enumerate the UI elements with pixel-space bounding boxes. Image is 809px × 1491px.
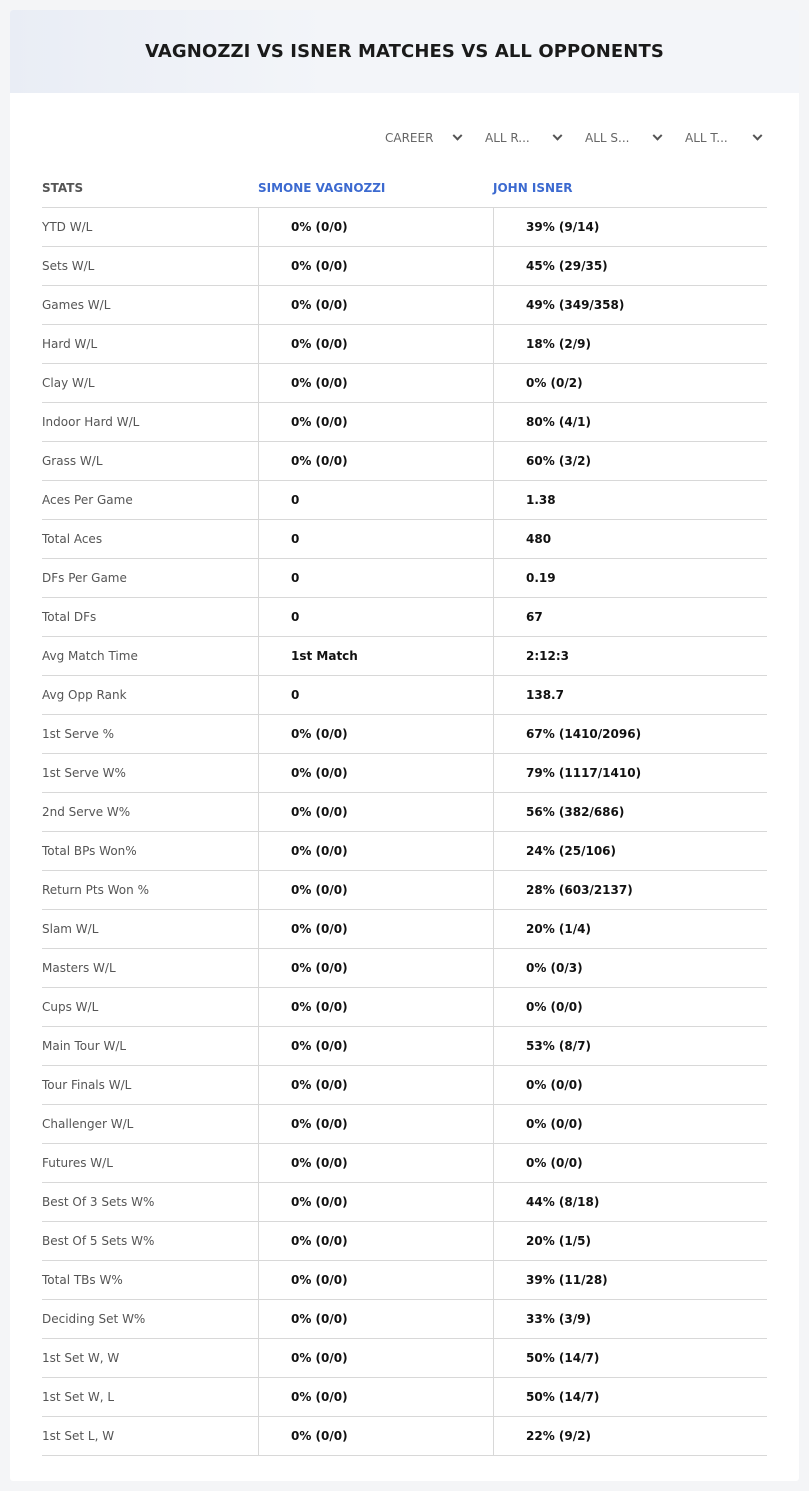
stat-label: Total DFs <box>42 610 97 624</box>
stat-label: Cups W/L <box>42 1000 99 1014</box>
table-row <box>42 286 767 325</box>
table-row <box>42 832 767 871</box>
page-title: VAGNOZZI VS ISNER MATCHES VS ALL OPPONENTS <box>145 41 664 62</box>
player2-value: 0% (0/0) <box>493 1066 767 1104</box>
filter-surfaces-select[interactable] <box>575 126 667 150</box>
player1-value: 0 <box>258 481 493 519</box>
player2-value: 53% (8/7) <box>493 1027 767 1065</box>
stat-label: Total Aces <box>42 532 103 546</box>
player2-value: 0% (0/0) <box>493 1105 767 1143</box>
table-body <box>42 208 767 1456</box>
player1-value: 0% (0/0) <box>258 1417 493 1455</box>
player2-value: 0% (0/0) <box>493 1144 767 1182</box>
table-row <box>42 1378 767 1417</box>
stat-label: Avg Match Time <box>42 649 138 663</box>
stat-label: Deciding Set W% <box>42 1312 146 1326</box>
table-row <box>42 1066 767 1105</box>
player1-value: 0% (0/0) <box>258 1105 493 1143</box>
table-row <box>42 442 767 481</box>
stat-label: 1st Serve W% <box>42 766 126 780</box>
table-row <box>42 988 767 1027</box>
stat-label: Best Of 5 Sets W% <box>42 1234 155 1248</box>
filter-surfaces-value: ALL S... <box>585 131 630 145</box>
stat-label: DFs Per Game <box>42 571 127 585</box>
player2-value: 79% (1117/1410) <box>493 754 767 792</box>
stat-label: Masters W/L <box>42 961 116 975</box>
player2-value: 480 <box>493 520 767 558</box>
table-row <box>42 1222 767 1261</box>
player2-value: 67% (1410/2096) <box>493 715 767 753</box>
table-row <box>42 1027 767 1066</box>
filter-tournaments-select[interactable] <box>675 126 767 150</box>
filter-rounds-select[interactable] <box>475 126 567 150</box>
stat-label: Avg Opp Rank <box>42 688 127 702</box>
table-row <box>42 1144 767 1183</box>
player2-value: 39% (11/28) <box>493 1261 767 1299</box>
stat-label: Return Pts Won % <box>42 883 149 897</box>
player1-value: 0% (0/0) <box>258 1144 493 1182</box>
filter-bar <box>375 126 767 150</box>
table-row <box>42 1183 767 1222</box>
stats-table <box>42 168 767 1456</box>
table-row <box>42 910 767 949</box>
stat-label: 1st Set W, W <box>42 1351 120 1365</box>
filter-tournaments-value: ALL T... <box>685 131 728 145</box>
player1-value: 0% (0/0) <box>258 442 493 480</box>
player2-column-header[interactable]: JOHN ISNER <box>493 180 573 195</box>
stats-card <box>10 10 799 1481</box>
table-row <box>42 520 767 559</box>
player2-value: 24% (25/106) <box>493 832 767 870</box>
filter-rounds-value: ALL R... <box>485 131 530 145</box>
player2-value: 56% (382/686) <box>493 793 767 831</box>
stat-label: Grass W/L <box>42 454 103 468</box>
stat-label: Futures W/L <box>42 1156 113 1170</box>
stat-label: 1st Set W, L <box>42 1390 115 1404</box>
table-row <box>42 325 767 364</box>
player1-value: 0 <box>258 559 493 597</box>
player1-value: 0 <box>258 598 493 636</box>
player2-value: 20% (1/4) <box>493 910 767 948</box>
player2-value: 80% (4/1) <box>493 403 767 441</box>
player1-value: 0% (0/0) <box>258 325 493 363</box>
table-row <box>42 247 767 286</box>
stat-label: Hard W/L <box>42 337 98 351</box>
player2-value: 33% (3/9) <box>493 1300 767 1338</box>
stat-label: Sets W/L <box>42 259 95 273</box>
stat-label: Tour Finals W/L <box>42 1078 132 1092</box>
player2-value: 0% (0/0) <box>493 988 767 1026</box>
stat-label: Challenger W/L <box>42 1117 134 1131</box>
player2-value: 45% (29/35) <box>493 247 767 285</box>
chevron-down-icon <box>553 130 563 140</box>
table-row <box>42 403 767 442</box>
table-row <box>42 637 767 676</box>
filter-period-value: CAREER <box>385 131 434 145</box>
filter-period-select[interactable] <box>375 126 467 150</box>
stats-column-header: STATS <box>42 180 84 195</box>
table-row <box>42 559 767 598</box>
table-row <box>42 208 767 247</box>
table-row <box>42 598 767 637</box>
chevron-down-icon <box>653 130 663 140</box>
player1-value: 0% (0/0) <box>258 832 493 870</box>
table-row <box>42 754 767 793</box>
player1-value: 0% (0/0) <box>258 1339 493 1377</box>
player1-value: 0% (0/0) <box>258 286 493 324</box>
player2-value: 28% (603/2137) <box>493 871 767 909</box>
player2-value: 60% (3/2) <box>493 442 767 480</box>
player1-value: 0% (0/0) <box>258 1222 493 1260</box>
player2-value: 50% (14/7) <box>493 1339 767 1377</box>
player1-value: 0% (0/0) <box>258 1183 493 1221</box>
player1-value: 0% (0/0) <box>258 988 493 1026</box>
stat-label: Best Of 3 Sets W% <box>42 1195 155 1209</box>
stat-label: Games W/L <box>42 298 111 312</box>
player2-value: 0% (0/3) <box>493 949 767 987</box>
stat-label: YTD W/L <box>42 220 93 234</box>
player1-value: 0% (0/0) <box>258 949 493 987</box>
stat-label: Total BPs Won% <box>42 844 137 858</box>
player1-value: 0% (0/0) <box>258 793 493 831</box>
player2-value: 39% (9/14) <box>493 208 767 246</box>
stat-label: Aces Per Game <box>42 493 133 507</box>
player1-value: 0% (0/0) <box>258 208 493 246</box>
table-row <box>42 871 767 910</box>
player1-value: 0% (0/0) <box>258 1378 493 1416</box>
header-banner <box>10 10 799 93</box>
table-header <box>42 168 767 208</box>
table-row <box>42 793 767 832</box>
player2-value: 18% (2/9) <box>493 325 767 363</box>
player1-value: 0% (0/0) <box>258 1027 493 1065</box>
player1-value: 0% (0/0) <box>258 715 493 753</box>
table-row <box>42 676 767 715</box>
player2-value: 20% (1/5) <box>493 1222 767 1260</box>
player2-value: 22% (9/2) <box>493 1417 767 1455</box>
player1-value: 0 <box>258 676 493 714</box>
player2-value: 50% (14/7) <box>493 1378 767 1416</box>
player1-value: 0% (0/0) <box>258 754 493 792</box>
player1-value: 0% (0/0) <box>258 403 493 441</box>
player1-value: 0% (0/0) <box>258 1066 493 1104</box>
chevron-down-icon <box>753 130 763 140</box>
player1-value: 0 <box>258 520 493 558</box>
stat-label: Slam W/L <box>42 922 99 936</box>
player2-value: 49% (349/358) <box>493 286 767 324</box>
chevron-down-icon <box>453 130 463 140</box>
stat-label: Total TBs W% <box>42 1273 123 1287</box>
stat-label: Clay W/L <box>42 376 95 390</box>
table-row <box>42 1105 767 1144</box>
stat-label: 1st Set L, W <box>42 1429 115 1443</box>
player1-value: 0% (0/0) <box>258 910 493 948</box>
player1-value: 1st Match <box>258 637 493 675</box>
table-row <box>42 1339 767 1378</box>
stat-label: Indoor Hard W/L <box>42 415 140 429</box>
table-row <box>42 1261 767 1300</box>
player2-value: 138.7 <box>493 676 767 714</box>
stat-label: 2nd Serve W% <box>42 805 131 819</box>
table-row <box>42 1417 767 1456</box>
table-row <box>42 481 767 520</box>
player1-value: 0% (0/0) <box>258 871 493 909</box>
stat-label: Main Tour W/L <box>42 1039 127 1053</box>
player2-value: 67 <box>493 598 767 636</box>
player2-value: 44% (8/18) <box>493 1183 767 1221</box>
player2-value: 1.38 <box>493 481 767 519</box>
table-row <box>42 715 767 754</box>
table-row <box>42 1300 767 1339</box>
player2-value: 0% (0/2) <box>493 364 767 402</box>
player1-value: 0% (0/0) <box>258 247 493 285</box>
player1-value: 0% (0/0) <box>258 1261 493 1299</box>
table-row <box>42 364 767 403</box>
player1-column-header[interactable]: SIMONE VAGNOZZI <box>258 180 386 195</box>
stat-label: 1st Serve % <box>42 727 115 741</box>
player1-value: 0% (0/0) <box>258 364 493 402</box>
player2-value: 2:12:3 <box>493 637 767 675</box>
player1-value: 0% (0/0) <box>258 1300 493 1338</box>
player2-value: 0.19 <box>493 559 767 597</box>
table-row <box>42 949 767 988</box>
